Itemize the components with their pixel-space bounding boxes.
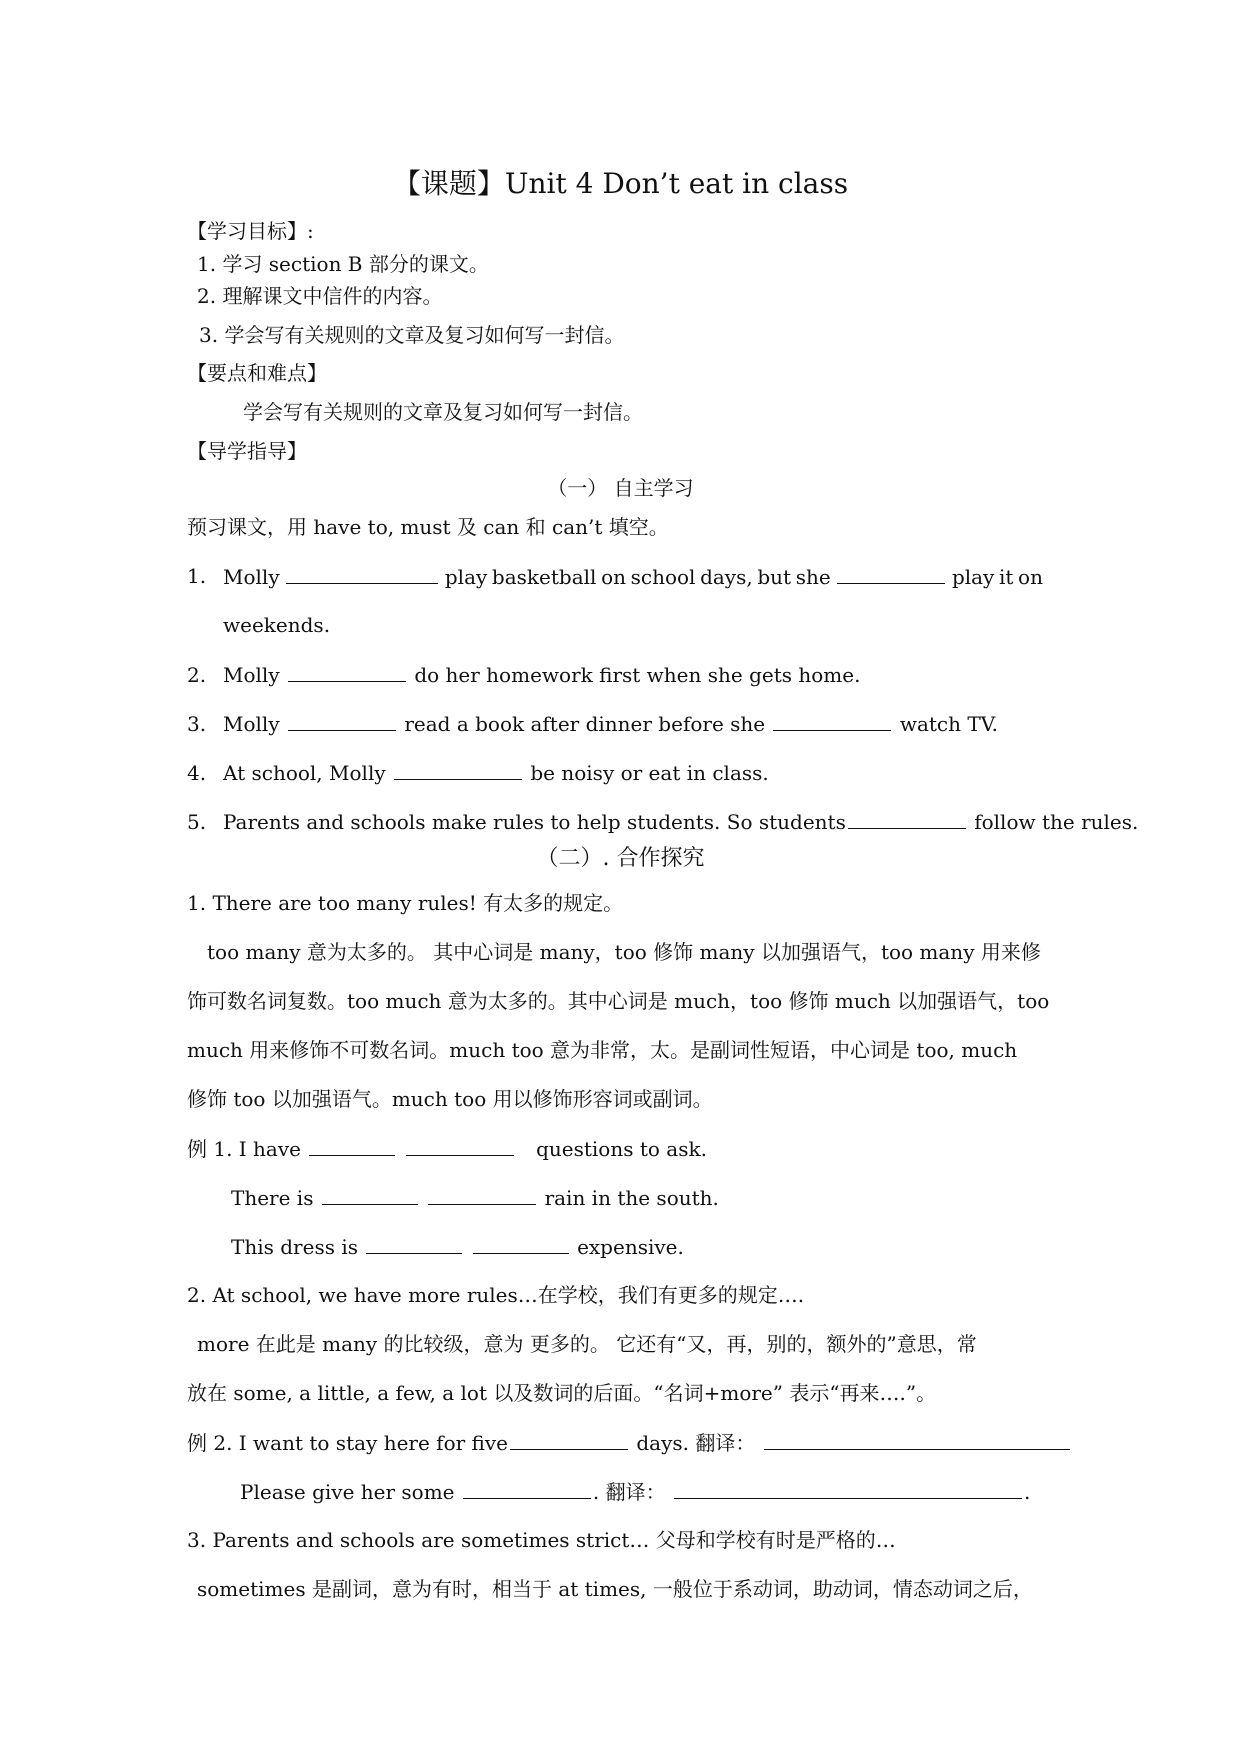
q1-word: days, xyxy=(700,565,753,589)
point-2-text: 放在 some, a little, a few, a lot 以及数词的后面。“名词+more” 表示“再来….”。 xyxy=(187,1381,937,1405)
example-text: There is xyxy=(231,1186,314,1210)
q1-word: she xyxy=(795,565,831,589)
answer-blank[interactable] xyxy=(366,1233,462,1254)
question-3 xyxy=(187,710,998,737)
answer-blank[interactable] xyxy=(773,710,891,731)
answer-blank[interactable] xyxy=(309,1135,395,1156)
example-2b xyxy=(240,1478,1030,1505)
point-3-title: 3. Parents and schools are sometimes strict… 父母和学校有时是严格的… xyxy=(187,1528,896,1552)
point-2-text: more 在此是 many 的比较级，意为 更多的。 它还有“又，再，别的，额外的”意思，常 xyxy=(197,1332,977,1356)
answer-blank[interactable] xyxy=(394,759,522,780)
translation-blank[interactable] xyxy=(764,1429,1070,1450)
question-2 xyxy=(187,661,860,688)
page-title: 【课题】Unit 4 Don’t eat in class xyxy=(392,167,849,200)
question-text: read a book after dinner before she xyxy=(404,712,766,736)
answer-blank[interactable] xyxy=(473,1233,569,1254)
question-number: 4. xyxy=(187,761,207,785)
question-text: do her homework first when she gets home. xyxy=(414,663,861,687)
key-points-text: 学会写有关规则的文章及复习如何写一封信。 xyxy=(243,400,643,424)
guide-heading: 【导学指导】 xyxy=(187,439,307,463)
example-1a xyxy=(187,1135,707,1162)
q1-word: play xyxy=(951,565,995,589)
part1-heading: （一） 自主学习 xyxy=(547,476,694,500)
point-1-text: much 用来修饰不可数名词。much too 意为非常，太。是副词性短语，中心词是 too, much xyxy=(187,1038,1018,1062)
example-text: This dress is xyxy=(231,1235,358,1259)
question-text: Molly xyxy=(223,663,280,687)
key-points-heading: 【要点和难点】 xyxy=(187,361,327,385)
answer-blank[interactable] xyxy=(837,563,945,584)
example-text: 例 2. I want to stay here for five xyxy=(187,1431,508,1455)
q1-word: it xyxy=(998,565,1014,589)
question-text: At school, Molly xyxy=(223,761,386,785)
example-1c xyxy=(231,1233,684,1260)
answer-blank[interactable] xyxy=(286,563,438,584)
example-text: Please give her some xyxy=(240,1480,455,1504)
question-4 xyxy=(187,759,769,786)
example-2a xyxy=(187,1429,1072,1456)
example-1b xyxy=(231,1184,719,1211)
question-text: be noisy or eat in class. xyxy=(530,761,769,785)
objectives-heading: 【学习目标】: xyxy=(187,219,314,243)
answer-blank[interactable] xyxy=(322,1184,418,1205)
part1-instruction: 预习课文，用 have to, must 及 can 和 can’t 填空。 xyxy=(187,515,669,539)
point-2-title: 2. At school, we have more rules…在学校，我们有更多的规定…. xyxy=(187,1283,805,1307)
q1-word: on xyxy=(1018,565,1043,589)
example-text: . xyxy=(1023,1480,1031,1504)
example-text: days. 翻译： xyxy=(636,1431,756,1455)
question-text: Parents and schools make rules to help students. So students xyxy=(223,810,846,834)
answer-blank[interactable] xyxy=(428,1184,536,1205)
answer-blank[interactable] xyxy=(288,710,396,731)
example-text: 例 1. I have xyxy=(187,1137,301,1161)
example-text: . 翻译： xyxy=(592,1480,666,1504)
q1-word: but xyxy=(757,565,792,589)
objective-item: 1. 学习 section B 部分的课文。 xyxy=(197,252,489,276)
point-1-title: 1. There are too many rules! 有太多的规定。 xyxy=(187,891,624,915)
question-5 xyxy=(187,808,1138,835)
point-1-text: 饰可数名词复数。too much 意为太多的。其中心词是 much，too 修饰 much 以加强语气，too xyxy=(187,989,1050,1013)
q1-word: basketball xyxy=(491,565,597,589)
example-text: rain in the south. xyxy=(544,1186,719,1210)
question-number: 5. xyxy=(187,810,207,834)
question-text: follow the rules. xyxy=(974,810,1139,834)
translation-blank[interactable] xyxy=(674,1478,1022,1499)
q1-word: Molly xyxy=(223,565,280,589)
question-number: 3. xyxy=(187,712,207,736)
part2-heading: （二）. 合作探究 xyxy=(536,846,705,871)
answer-blank[interactable] xyxy=(848,808,966,829)
answer-blank[interactable] xyxy=(288,661,406,682)
question-1-line xyxy=(223,563,1043,590)
answer-blank[interactable] xyxy=(463,1478,591,1499)
point-3-text: sometimes 是副词，意为有时，相当于 at times, 一般位于系动词，助动词，情态动词之后， xyxy=(197,1577,1033,1601)
question-number: 1. xyxy=(187,564,207,588)
q1-word: on xyxy=(601,565,626,589)
example-text: expensive. xyxy=(577,1235,684,1259)
question-text: Molly xyxy=(223,712,280,736)
objective-item: 3. 学会写有关规则的文章及复习如何写一封信。 xyxy=(199,323,625,347)
q1-word: school xyxy=(630,565,696,589)
objective-item: 2. 理解课文中信件的内容。 xyxy=(197,284,443,308)
answer-blank[interactable] xyxy=(510,1429,628,1450)
question-1-continuation: weekends. xyxy=(223,613,331,637)
question-text: watch TV. xyxy=(899,712,999,736)
point-1-text: too many 意为太多的。 其中心词是 many，too 修饰 many 以加强语气，too many 用来修 xyxy=(207,940,1041,964)
question-number: 2. xyxy=(187,663,207,687)
q1-word: play xyxy=(444,565,488,589)
answer-blank[interactable] xyxy=(406,1135,514,1156)
point-1-text: 修饰 too 以加强语气。much too 用以修饰形容词或副词。 xyxy=(187,1087,713,1111)
example-text: questions to ask. xyxy=(536,1137,707,1161)
